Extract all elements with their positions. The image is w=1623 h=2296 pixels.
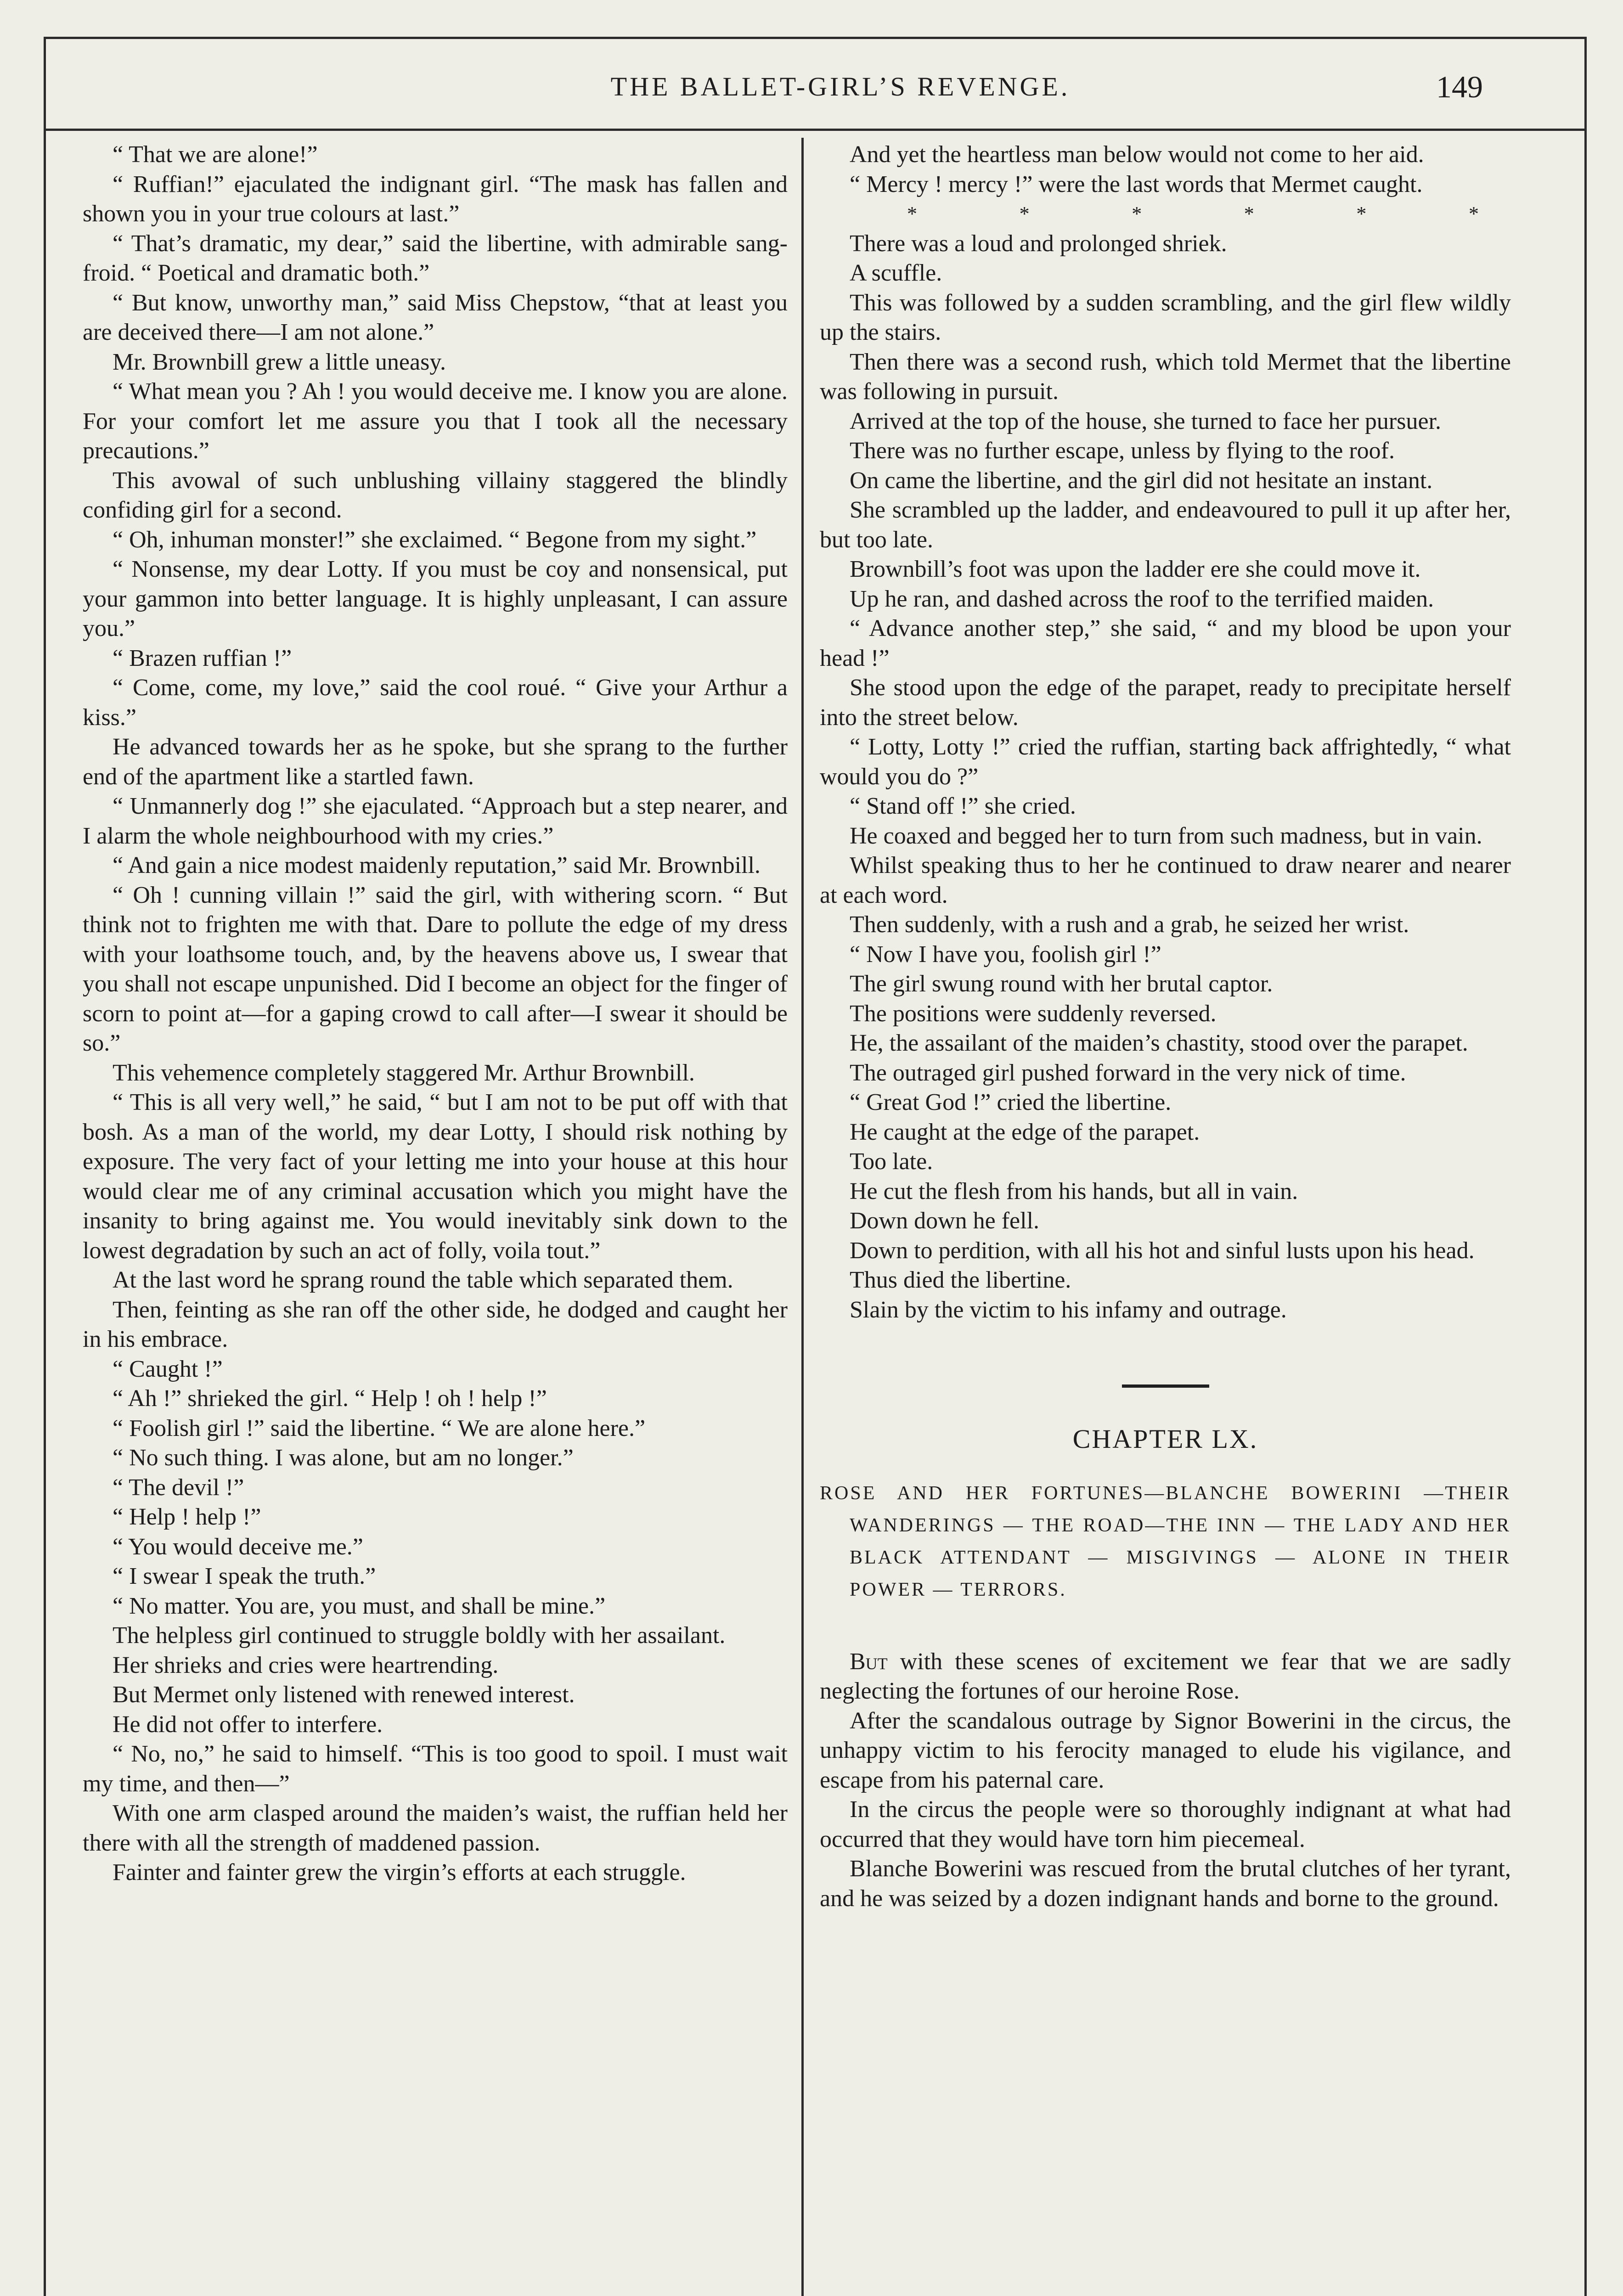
paragraph: Brownbill’s foot was upon the ladder ere she could move it. — [850, 556, 1421, 582]
paragraph: “ That we are alone!” — [113, 141, 318, 168]
paragraph: Arrived at the top of the house, she turned to face her pursuer. — [850, 408, 1442, 434]
asterisk: * — [1132, 203, 1142, 225]
paragraph: A scuffle. — [850, 260, 942, 286]
paragraph: “ But know, unworthy man,” said Miss Chepstow, “that at least you are deceived there—I am not alone.” — [83, 289, 788, 345]
right-column-opening-paragraphs — [820, 140, 1511, 199]
paragraph: “ You would deceive me.” — [113, 1533, 363, 1560]
paragraph: “ Advance another step,” she said, “ and my blood be upon your head !” — [820, 615, 1511, 671]
paragraph: “ Oh, inhuman monster!” she exclaimed. “ Begone from my sight.” — [113, 526, 757, 553]
paragraph: “ What mean you ? Ah ! you would deceive me. I know you are alone. For your comfort let me assure you that I took all the necessary precautions.” — [83, 378, 788, 464]
paragraph: He caught at the edge of the parapet. — [850, 1119, 1200, 1145]
paragraph: The outraged girl pushed forward in the very nick of time. — [850, 1059, 1406, 1086]
paragraph: “ Now I have you, foolish girl !” — [850, 941, 1161, 968]
paragraph: He advanced towards her as he spoke, but she sprang to the further end of the apartment like a startled fawn. — [83, 734, 788, 790]
paragraph: He did not offer to interfere. — [113, 1711, 383, 1738]
paragraph: Down down he fell. — [850, 1208, 1040, 1234]
paragraph: On came the libertine, and the girl did not hesitate an instant. — [850, 467, 1433, 494]
paragraph: “ Come, come, my love,” said the cool roué. “ Give your Arthur a kiss.” — [83, 675, 788, 731]
paragraph: He, the assailant of the maiden’s chastity, stood over the parapet. — [850, 1030, 1468, 1056]
asterisk: * — [1244, 203, 1254, 225]
paragraph: Down to perdition, with all his hot and sinful lusts upon his head. — [850, 1237, 1475, 1264]
paragraph: This vehemence completely staggered Mr. Arthur Brownbill. — [113, 1059, 695, 1086]
paragraph: Up he ran, and dashed across the roof to the terrified maiden. — [850, 585, 1434, 612]
paragraph: “ Stand off !” she cried. — [850, 793, 1076, 819]
paragraph: “ Brazen ruffian !” — [113, 645, 292, 671]
paragraph: “ No matter. You are, you must, and shall be mine.” — [113, 1593, 606, 1619]
paragraph: He cut the flesh from his hands, but all in vain. — [850, 1178, 1298, 1204]
paragraph: In the circus the people were so thoroughly indignant at what had occurred that they would have torn him piecemeal. — [820, 1796, 1511, 1852]
paragraph: “ Foolish girl !” said the libertine. “ We are alone here.” — [113, 1415, 646, 1441]
paragraph: This was followed by a sudden scrambling, and the girl flew wildly up the stairs. — [820, 289, 1511, 345]
paragraph: Too late. — [850, 1148, 933, 1175]
paragraph: “ Ah !” shrieked the girl. “ Help ! oh ! help !” — [113, 1385, 547, 1412]
paragraph: “ Ruffian!” ejaculated the indignant girl. “The mask has fallen and shown you in your true colours at last.” — [83, 171, 788, 227]
paragraph: Slain by the victim to his infamy and outrage. — [850, 1296, 1287, 1323]
paragraph: He coaxed and begged her to turn from such madness, but in vain. — [850, 822, 1482, 849]
paragraph: The girl swung round with her brutal captor. — [850, 971, 1273, 997]
paragraph: “ This is all very well,” he said, “ but I am not to be put off with that bosh. As a man of the world, my dear Lotty, I should risk nothing by exposure. The very fact of your letting me into your house at this hour would clear me of any criminal accusation which you might have the insanity to bring against me. You would inevitably sink down to the lowest degradation by such an act of folly, voila tout.” — [83, 1089, 788, 1264]
paragraph: “ That’s dramatic, my dear,” said the libertine, with admirable sang-froid. “ Poetical and dramatic both.” — [83, 230, 788, 286]
asterisk: * — [907, 203, 917, 225]
chapter-title: CHAPTER LX. — [1072, 1424, 1258, 1454]
paragraph: “ Lotty, Lotty !” cried the ruffian, starting back affrightedly, “ what would you do ?” — [820, 734, 1511, 790]
running-title: THE BALLET-GIRL’S REVENGE. — [610, 72, 1071, 101]
paragraph: Then, feinting as she ran off the other side, he dodged and caught her in his embrace. — [83, 1296, 788, 1352]
asterisk: * — [1356, 203, 1367, 225]
header-rule — [44, 129, 1584, 131]
paragraph: “ Help ! help !” — [113, 1504, 261, 1530]
paragraph: Fainter and fainter grew the virgin’s efforts at each struggle. — [113, 1859, 686, 1885]
paragraph: This avowal of such unblushing villainy staggered the blindly confiding girl for a second. — [83, 467, 788, 523]
right-column — [820, 140, 1511, 1913]
paragraph: “ Oh ! cunning villain !” said the girl, with withering scorn. “ But think not to frighten me with that. Dare to pollute the edge of my dress with your loathsome touch, and, by the heavens above us, I swear that you shall not escape unpunished. Did I become an object for the finger of scorn to point at—for a gaping crowd to call after—I swear it should be so.” — [83, 882, 788, 1056]
paragraph: The positions were suddenly reversed. — [850, 1000, 1217, 1027]
paragraph: “ I swear I speak the truth.” — [113, 1563, 376, 1589]
column-divider — [801, 138, 804, 2296]
paragraph: After the scandalous outrage by Signor Bowerini in the circus, the unhappy victim to his ferocity managed to elude his vigilance, and escape from his paternal care. — [820, 1707, 1511, 1793]
paragraph: There was no further escape, unless by flying to the roof. — [850, 438, 1395, 464]
paragraph: She scrambled up the ladder, and endeavoured to pull it up after her, but too late. — [820, 497, 1511, 553]
paragraph: Then suddenly, with a rush and a grab, he seized her wrist. — [850, 912, 1409, 938]
paragraph: The helpless girl continued to struggle boldly with her assailant. — [113, 1622, 726, 1649]
chapter-synopsis: ROSE AND HER FORTUNES—BLANCHE BOWERINI —THEIR WANDERINGS — THE ROAD—THE INN — THE LADY AND HER BLACK ATTENDANT — MISGIVINGS — ALONE IN THEIR POWER — TERRORS. — [820, 1482, 1511, 1600]
paragraph: Mr. Brownbill grew a little uneasy. — [113, 349, 446, 375]
page-number: 149 — [1436, 69, 1483, 104]
paragraph: Thus died the libertine. — [850, 1267, 1071, 1293]
paragraph: “ No, no,” he said to himself. “This is too good to spoil. I must wait my time, and then—” — [83, 1741, 788, 1797]
paragraph: Blanche Bowerini was rescued from the brutal clutches of her tyrant, and he was seized by a dozen indignant hands and borne to the ground. — [820, 1856, 1511, 1912]
asterisk: * — [1019, 203, 1030, 225]
paragraph: Whilst speaking thus to her he continued to draw nearer and nearer at each word. — [820, 852, 1511, 908]
paragraph: “ Nonsense, my dear Lotty. If you must be coy and nonsensical, put your gammon into better language. It is highly unpleasant, I can assure you.” — [83, 556, 788, 642]
opening-word: But — [850, 1648, 888, 1675]
opening-text: with these scenes of excitement we fear that we are sadly neglecting the fortunes of our heroine Rose. — [820, 1648, 1511, 1704]
paragraph: “ Unmannerly dog !” she ejaculated. “Approach but a step nearer, and I alarm the whole neighbourhood with my cries.” — [83, 793, 788, 849]
paragraph: She stood upon the edge of the parapet, ready to precipitate herself into the street below. — [820, 675, 1511, 731]
left-column — [83, 140, 788, 1888]
right-column-paragraphs — [820, 229, 1511, 1325]
paragraph: Her shrieks and cries were heartrending. — [113, 1652, 499, 1678]
chapter-divider-rule — [1122, 1384, 1209, 1388]
paragraph: At the last word he sprang round the table which separated them. — [113, 1267, 733, 1293]
paragraph: “ Caught !” — [113, 1356, 223, 1382]
paragraph: “ Mercy ! mercy !” were the last words that Mermet caught. — [850, 171, 1423, 197]
section-break-asterisks — [820, 199, 1511, 229]
chapter-opening-paragraph — [820, 1647, 1511, 1706]
paragraph: And yet the heartless man below would not come to her aid. — [850, 141, 1424, 168]
chapter-paragraphs — [820, 1706, 1511, 1914]
paragraph: “ The devil !” — [113, 1474, 244, 1501]
paragraph: With one arm clasped around the maiden’s waist, the ruffian held her there with all the strength of maddened passion. — [83, 1800, 788, 1856]
paragraph: “ And gain a nice modest maidenly reputation,” said Mr. Brownbill. — [113, 852, 761, 878]
paragraph: “ Great God !” cried the libertine. — [850, 1089, 1172, 1115]
paragraph: But Mermet only listened with renewed interest. — [113, 1682, 575, 1708]
paragraph: There was a loud and prolonged shriek. — [850, 230, 1227, 257]
asterisk: * — [1468, 203, 1479, 225]
paragraph: “ No such thing. I was alone, but am no longer.” — [113, 1445, 574, 1471]
paragraph: Then there was a second rush, which told Mermet that the libertine was following in pursuit. — [820, 349, 1511, 405]
